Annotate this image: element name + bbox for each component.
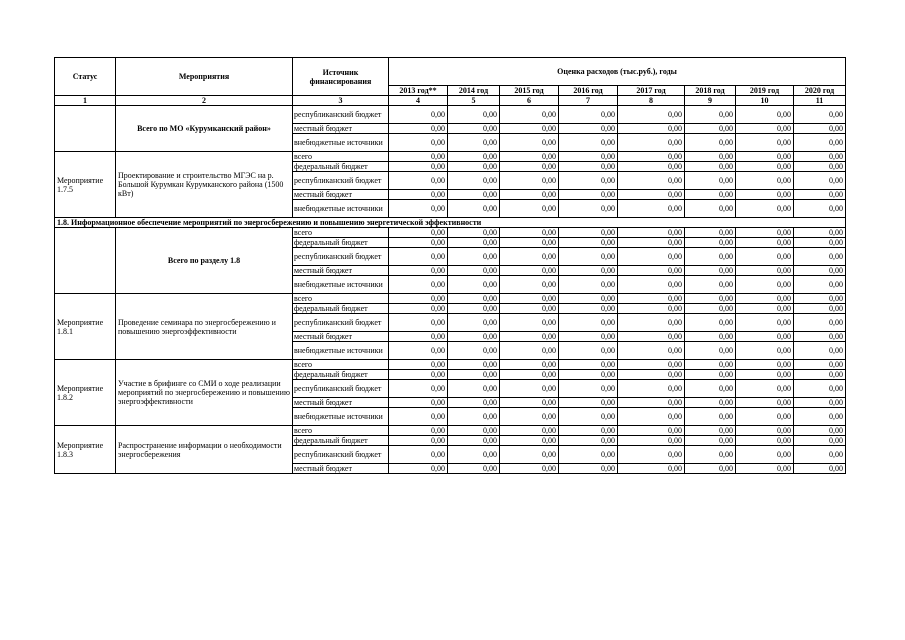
amount-cell: 0,00 xyxy=(618,332,685,342)
amount-cell: 0,00 xyxy=(618,124,685,134)
header-year: 2016 год xyxy=(559,86,618,96)
amount-cell: 0,00 xyxy=(448,464,500,474)
amount-cell: 0,00 xyxy=(736,436,794,446)
amount-cell: 0,00 xyxy=(685,134,736,152)
amount-cell: 0,00 xyxy=(559,124,618,134)
amount-cell: 0,00 xyxy=(448,360,500,370)
funding-source: федеральный бюджет xyxy=(293,238,389,248)
amount-cell: 0,00 xyxy=(448,266,500,276)
amount-cell: 0,00 xyxy=(448,228,500,238)
amount-cell: 0,00 xyxy=(794,370,846,380)
amount-cell: 0,00 xyxy=(618,248,685,266)
amount-cell: 0,00 xyxy=(389,314,448,332)
amount-cell: 0,00 xyxy=(559,190,618,200)
amount-cell: 0,00 xyxy=(500,314,559,332)
amount-cell: 0,00 xyxy=(794,314,846,332)
funding-source: всего xyxy=(293,152,389,162)
amount-cell: 0,00 xyxy=(448,408,500,426)
amount-cell: 0,00 xyxy=(794,408,846,426)
amount-cell: 0,00 xyxy=(389,124,448,134)
expense-table xyxy=(54,57,846,474)
header-year: 2019 год xyxy=(736,86,794,96)
amount-cell: 0,00 xyxy=(389,162,448,172)
amount-cell: 0,00 xyxy=(559,294,618,304)
amount-cell: 0,00 xyxy=(736,314,794,332)
amount-cell: 0,00 xyxy=(389,248,448,266)
amount-cell: 0,00 xyxy=(685,398,736,408)
funding-source: федеральный бюджет xyxy=(293,370,389,380)
section-title: 1.8. Информационное обеспечение мероприятий по энергосбережению и повышению энергетической эффективности xyxy=(55,218,846,228)
column-number: 1 xyxy=(55,96,116,106)
amount-cell: 0,00 xyxy=(794,342,846,360)
amount-cell: 0,00 xyxy=(500,398,559,408)
amount-cell: 0,00 xyxy=(559,426,618,436)
amount-cell: 0,00 xyxy=(500,370,559,380)
amount-cell: 0,00 xyxy=(794,124,846,134)
amount-cell: 0,00 xyxy=(794,360,846,370)
amount-cell: 0,00 xyxy=(685,408,736,426)
column-number: 11 xyxy=(794,96,846,106)
amount-cell: 0,00 xyxy=(794,446,846,464)
amount-cell: 0,00 xyxy=(389,408,448,426)
amount-cell: 0,00 xyxy=(559,408,618,426)
column-number: 6 xyxy=(500,96,559,106)
amount-cell: 0,00 xyxy=(794,200,846,218)
amount-cell: 0,00 xyxy=(794,106,846,124)
amount-cell: 0,00 xyxy=(448,190,500,200)
amount-cell: 0,00 xyxy=(794,228,846,238)
amount-cell: 0,00 xyxy=(618,200,685,218)
amount-cell: 0,00 xyxy=(559,200,618,218)
funding-source: республиканский бюджет xyxy=(293,314,389,332)
amount-cell: 0,00 xyxy=(736,276,794,294)
amount-cell: 0,00 xyxy=(736,172,794,190)
amount-cell: 0,00 xyxy=(685,152,736,162)
amount-cell: 0,00 xyxy=(618,342,685,360)
amount-cell: 0,00 xyxy=(559,238,618,248)
amount-cell: 0,00 xyxy=(559,304,618,314)
amount-cell: 0,00 xyxy=(389,342,448,360)
amount-cell: 0,00 xyxy=(500,152,559,162)
funding-source: всего xyxy=(293,360,389,370)
amount-cell: 0,00 xyxy=(389,304,448,314)
column-number: 2 xyxy=(116,96,293,106)
amount-cell: 0,00 xyxy=(685,106,736,124)
table-header xyxy=(55,58,846,106)
amount-cell: 0,00 xyxy=(500,380,559,398)
amount-cell: 0,00 xyxy=(794,332,846,342)
amount-cell: 0,00 xyxy=(448,332,500,342)
event-name: Проведение семинара по энергосбережению и повышению энергоэффективности xyxy=(116,294,293,360)
amount-cell: 0,00 xyxy=(500,446,559,464)
amount-cell: 0,00 xyxy=(685,200,736,218)
amount-cell: 0,00 xyxy=(389,228,448,238)
column-number: 4 xyxy=(389,96,448,106)
amount-cell: 0,00 xyxy=(448,426,500,436)
amount-cell: 0,00 xyxy=(559,152,618,162)
amount-cell: 0,00 xyxy=(448,304,500,314)
amount-cell: 0,00 xyxy=(618,134,685,152)
amount-cell: 0,00 xyxy=(794,436,846,446)
funding-source: местный бюджет xyxy=(293,464,389,474)
amount-cell: 0,00 xyxy=(618,380,685,398)
header-year: 2014 год xyxy=(448,86,500,96)
amount-cell: 0,00 xyxy=(618,152,685,162)
total-label: Всего по разделу 1.8 xyxy=(116,228,293,294)
amount-cell: 0,00 xyxy=(389,464,448,474)
amount-cell: 0,00 xyxy=(736,380,794,398)
amount-cell: 0,00 xyxy=(500,426,559,436)
amount-cell: 0,00 xyxy=(500,342,559,360)
amount-cell: 0,00 xyxy=(559,276,618,294)
funding-source: местный бюджет xyxy=(293,332,389,342)
amount-cell: 0,00 xyxy=(448,200,500,218)
amount-cell: 0,00 xyxy=(736,446,794,464)
amount-cell: 0,00 xyxy=(389,332,448,342)
amount-cell: 0,00 xyxy=(448,162,500,172)
amount-cell: 0,00 xyxy=(685,436,736,446)
amount-cell: 0,00 xyxy=(618,360,685,370)
amount-cell: 0,00 xyxy=(618,398,685,408)
amount-cell: 0,00 xyxy=(389,276,448,294)
funding-source: местный бюджет xyxy=(293,124,389,134)
amount-cell: 0,00 xyxy=(736,370,794,380)
status-cell: Мероприятие 1.8.2 xyxy=(55,360,116,426)
amount-cell: 0,00 xyxy=(448,380,500,398)
amount-cell: 0,00 xyxy=(448,398,500,408)
amount-cell: 0,00 xyxy=(559,464,618,474)
amount-cell: 0,00 xyxy=(618,446,685,464)
amount-cell: 0,00 xyxy=(794,266,846,276)
table-row xyxy=(55,294,846,304)
amount-cell: 0,00 xyxy=(389,190,448,200)
status-cell xyxy=(55,106,116,152)
amount-cell: 0,00 xyxy=(500,464,559,474)
amount-cell: 0,00 xyxy=(500,360,559,370)
amount-cell: 0,00 xyxy=(559,162,618,172)
amount-cell: 0,00 xyxy=(794,152,846,162)
amount-cell: 0,00 xyxy=(559,398,618,408)
amount-cell: 0,00 xyxy=(794,238,846,248)
funding-source: республиканский бюджет xyxy=(293,248,389,266)
header-status: Статус xyxy=(55,58,116,96)
amount-cell: 0,00 xyxy=(500,248,559,266)
amount-cell: 0,00 xyxy=(500,304,559,314)
amount-cell: 0,00 xyxy=(559,332,618,342)
amount-cell: 0,00 xyxy=(448,370,500,380)
amount-cell: 0,00 xyxy=(500,172,559,190)
amount-cell: 0,00 xyxy=(448,446,500,464)
amount-cell: 0,00 xyxy=(500,332,559,342)
amount-cell: 0,00 xyxy=(736,124,794,134)
event-name: Участие в брифинге со СМИ о ходе реализации мероприятий по энергосбережению и повышению энергоэффективности xyxy=(116,360,293,426)
table-row xyxy=(55,106,846,124)
amount-cell: 0,00 xyxy=(685,360,736,370)
amount-cell: 0,00 xyxy=(736,190,794,200)
amount-cell: 0,00 xyxy=(448,294,500,304)
table-body xyxy=(55,106,846,474)
amount-cell: 0,00 xyxy=(794,464,846,474)
amount-cell: 0,00 xyxy=(618,106,685,124)
header-events: Мероприятия xyxy=(116,58,293,96)
amount-cell: 0,00 xyxy=(736,106,794,124)
funding-source: всего xyxy=(293,294,389,304)
amount-cell: 0,00 xyxy=(389,380,448,398)
funding-source: всего xyxy=(293,426,389,436)
status-cell: Мероприятие 1.8.1 xyxy=(55,294,116,360)
amount-cell: 0,00 xyxy=(685,266,736,276)
amount-cell: 0,00 xyxy=(500,408,559,426)
column-number: 7 xyxy=(559,96,618,106)
amount-cell: 0,00 xyxy=(448,248,500,266)
table-row xyxy=(55,426,846,436)
column-number: 3 xyxy=(293,96,389,106)
amount-cell: 0,00 xyxy=(500,266,559,276)
amount-cell: 0,00 xyxy=(448,342,500,360)
amount-cell: 0,00 xyxy=(685,380,736,398)
status-cell: Мероприятие 1.7.5 xyxy=(55,152,116,218)
amount-cell: 0,00 xyxy=(685,342,736,360)
amount-cell: 0,00 xyxy=(448,276,500,294)
amount-cell: 0,00 xyxy=(618,276,685,294)
amount-cell: 0,00 xyxy=(500,190,559,200)
amount-cell: 0,00 xyxy=(448,172,500,190)
amount-cell: 0,00 xyxy=(559,342,618,360)
amount-cell: 0,00 xyxy=(389,152,448,162)
amount-cell: 0,00 xyxy=(685,294,736,304)
amount-cell: 0,00 xyxy=(500,238,559,248)
header-estimate: Оценка расходов (тыс.руб.), годы xyxy=(389,58,846,86)
funding-source: внебюджетные источники xyxy=(293,276,389,294)
amount-cell: 0,00 xyxy=(389,398,448,408)
amount-cell: 0,00 xyxy=(685,124,736,134)
amount-cell: 0,00 xyxy=(559,314,618,332)
amount-cell: 0,00 xyxy=(500,106,559,124)
budget-sheet xyxy=(54,57,845,474)
amount-cell: 0,00 xyxy=(685,190,736,200)
amount-cell: 0,00 xyxy=(685,276,736,294)
funding-source: федеральный бюджет xyxy=(293,162,389,172)
amount-cell: 0,00 xyxy=(389,172,448,190)
amount-cell: 0,00 xyxy=(736,200,794,218)
header-year: 2020 год xyxy=(794,86,846,96)
amount-cell: 0,00 xyxy=(736,464,794,474)
amount-cell: 0,00 xyxy=(685,172,736,190)
column-number: 10 xyxy=(736,96,794,106)
amount-cell: 0,00 xyxy=(618,426,685,436)
amount-cell: 0,00 xyxy=(736,360,794,370)
table-row xyxy=(55,228,846,238)
amount-cell: 0,00 xyxy=(736,248,794,266)
funding-source: внебюджетные источники xyxy=(293,200,389,218)
amount-cell: 0,00 xyxy=(618,408,685,426)
amount-cell: 0,00 xyxy=(736,266,794,276)
amount-cell: 0,00 xyxy=(559,380,618,398)
amount-cell: 0,00 xyxy=(500,124,559,134)
amount-cell: 0,00 xyxy=(389,266,448,276)
amount-cell: 0,00 xyxy=(794,172,846,190)
amount-cell: 0,00 xyxy=(736,332,794,342)
amount-cell: 0,00 xyxy=(389,360,448,370)
amount-cell: 0,00 xyxy=(500,200,559,218)
amount-cell: 0,00 xyxy=(736,342,794,360)
amount-cell: 0,00 xyxy=(618,304,685,314)
amount-cell: 0,00 xyxy=(618,294,685,304)
amount-cell: 0,00 xyxy=(618,228,685,238)
amount-cell: 0,00 xyxy=(559,446,618,464)
funding-source: внебюджетные источники xyxy=(293,408,389,426)
amount-cell: 0,00 xyxy=(794,380,846,398)
amount-cell: 0,00 xyxy=(500,228,559,238)
amount-cell: 0,00 xyxy=(736,162,794,172)
header-year: 2018 год xyxy=(685,86,736,96)
amount-cell: 0,00 xyxy=(685,464,736,474)
amount-cell: 0,00 xyxy=(618,172,685,190)
header-year: 2013 год** xyxy=(389,86,448,96)
amount-cell: 0,00 xyxy=(500,134,559,152)
amount-cell: 0,00 xyxy=(794,162,846,172)
amount-cell: 0,00 xyxy=(559,248,618,266)
column-number: 5 xyxy=(448,96,500,106)
amount-cell: 0,00 xyxy=(685,370,736,380)
funding-source: республиканский бюджет xyxy=(293,380,389,398)
amount-cell: 0,00 xyxy=(389,370,448,380)
funding-source: федеральный бюджет xyxy=(293,304,389,314)
amount-cell: 0,00 xyxy=(448,436,500,446)
amount-cell: 0,00 xyxy=(618,436,685,446)
table-row xyxy=(55,360,846,370)
funding-source: федеральный бюджет xyxy=(293,436,389,446)
amount-cell: 0,00 xyxy=(685,304,736,314)
amount-cell: 0,00 xyxy=(685,248,736,266)
amount-cell: 0,00 xyxy=(448,134,500,152)
amount-cell: 0,00 xyxy=(500,276,559,294)
column-number: 8 xyxy=(618,96,685,106)
amount-cell: 0,00 xyxy=(500,436,559,446)
event-name: Распространение информации о необходимости энергосбережения xyxy=(116,426,293,474)
amount-cell: 0,00 xyxy=(736,228,794,238)
amount-cell: 0,00 xyxy=(736,304,794,314)
amount-cell: 0,00 xyxy=(685,162,736,172)
amount-cell: 0,00 xyxy=(736,426,794,436)
amount-cell: 0,00 xyxy=(736,152,794,162)
amount-cell: 0,00 xyxy=(448,238,500,248)
amount-cell: 0,00 xyxy=(685,332,736,342)
amount-cell: 0,00 xyxy=(448,124,500,134)
amount-cell: 0,00 xyxy=(389,436,448,446)
amount-cell: 0,00 xyxy=(736,408,794,426)
funding-source: внебюджетные источники xyxy=(293,134,389,152)
amount-cell: 0,00 xyxy=(389,134,448,152)
amount-cell: 0,00 xyxy=(389,106,448,124)
amount-cell: 0,00 xyxy=(794,190,846,200)
amount-cell: 0,00 xyxy=(389,238,448,248)
amount-cell: 0,00 xyxy=(685,314,736,332)
amount-cell: 0,00 xyxy=(794,294,846,304)
amount-cell: 0,00 xyxy=(794,304,846,314)
amount-cell: 0,00 xyxy=(559,370,618,380)
amount-cell: 0,00 xyxy=(618,370,685,380)
amount-cell: 0,00 xyxy=(448,106,500,124)
amount-cell: 0,00 xyxy=(559,436,618,446)
amount-cell: 0,00 xyxy=(736,398,794,408)
amount-cell: 0,00 xyxy=(389,200,448,218)
amount-cell: 0,00 xyxy=(685,228,736,238)
amount-cell: 0,00 xyxy=(794,426,846,436)
amount-cell: 0,00 xyxy=(448,314,500,332)
funding-source: всего xyxy=(293,228,389,238)
header-year: 2017 год xyxy=(618,86,685,96)
header-source: Источник финансирования xyxy=(293,58,389,96)
status-cell: Мероприятие 1.8.3 xyxy=(55,426,116,474)
funding-source: республиканский бюджет xyxy=(293,446,389,464)
amount-cell: 0,00 xyxy=(500,294,559,304)
amount-cell: 0,00 xyxy=(685,238,736,248)
amount-cell: 0,00 xyxy=(618,162,685,172)
amount-cell: 0,00 xyxy=(794,398,846,408)
amount-cell: 0,00 xyxy=(559,228,618,238)
amount-cell: 0,00 xyxy=(389,294,448,304)
amount-cell: 0,00 xyxy=(794,134,846,152)
funding-source: местный бюджет xyxy=(293,190,389,200)
event-name: Проектирование и строительство МГЭС на р. Большой Курумкан Курумканского района (1500 кВт) xyxy=(116,152,293,218)
funding-source: республиканский бюджет xyxy=(293,172,389,190)
amount-cell: 0,00 xyxy=(794,248,846,266)
amount-cell: 0,00 xyxy=(559,266,618,276)
amount-cell: 0,00 xyxy=(448,152,500,162)
amount-cell: 0,00 xyxy=(794,276,846,294)
amount-cell: 0,00 xyxy=(618,464,685,474)
amount-cell: 0,00 xyxy=(685,446,736,464)
amount-cell: 0,00 xyxy=(559,172,618,190)
section-row xyxy=(55,218,846,228)
funding-source: местный бюджет xyxy=(293,266,389,276)
amount-cell: 0,00 xyxy=(736,238,794,248)
table-row xyxy=(55,152,846,162)
amount-cell: 0,00 xyxy=(736,294,794,304)
header-year: 2015 год xyxy=(500,86,559,96)
amount-cell: 0,00 xyxy=(559,134,618,152)
amount-cell: 0,00 xyxy=(618,266,685,276)
amount-cell: 0,00 xyxy=(389,426,448,436)
amount-cell: 0,00 xyxy=(618,190,685,200)
amount-cell: 0,00 xyxy=(500,162,559,172)
amount-cell: 0,00 xyxy=(559,106,618,124)
column-number: 9 xyxy=(685,96,736,106)
amount-cell: 0,00 xyxy=(618,238,685,248)
funding-source: республиканский бюджет xyxy=(293,106,389,124)
total-label: Всего по МО «Курумканский район» xyxy=(116,106,293,152)
amount-cell: 0,00 xyxy=(618,314,685,332)
status-cell xyxy=(55,228,116,294)
funding-source: местный бюджет xyxy=(293,398,389,408)
amount-cell: 0,00 xyxy=(559,360,618,370)
amount-cell: 0,00 xyxy=(389,446,448,464)
amount-cell: 0,00 xyxy=(685,426,736,436)
funding-source: внебюджетные источники xyxy=(293,342,389,360)
amount-cell: 0,00 xyxy=(736,134,794,152)
